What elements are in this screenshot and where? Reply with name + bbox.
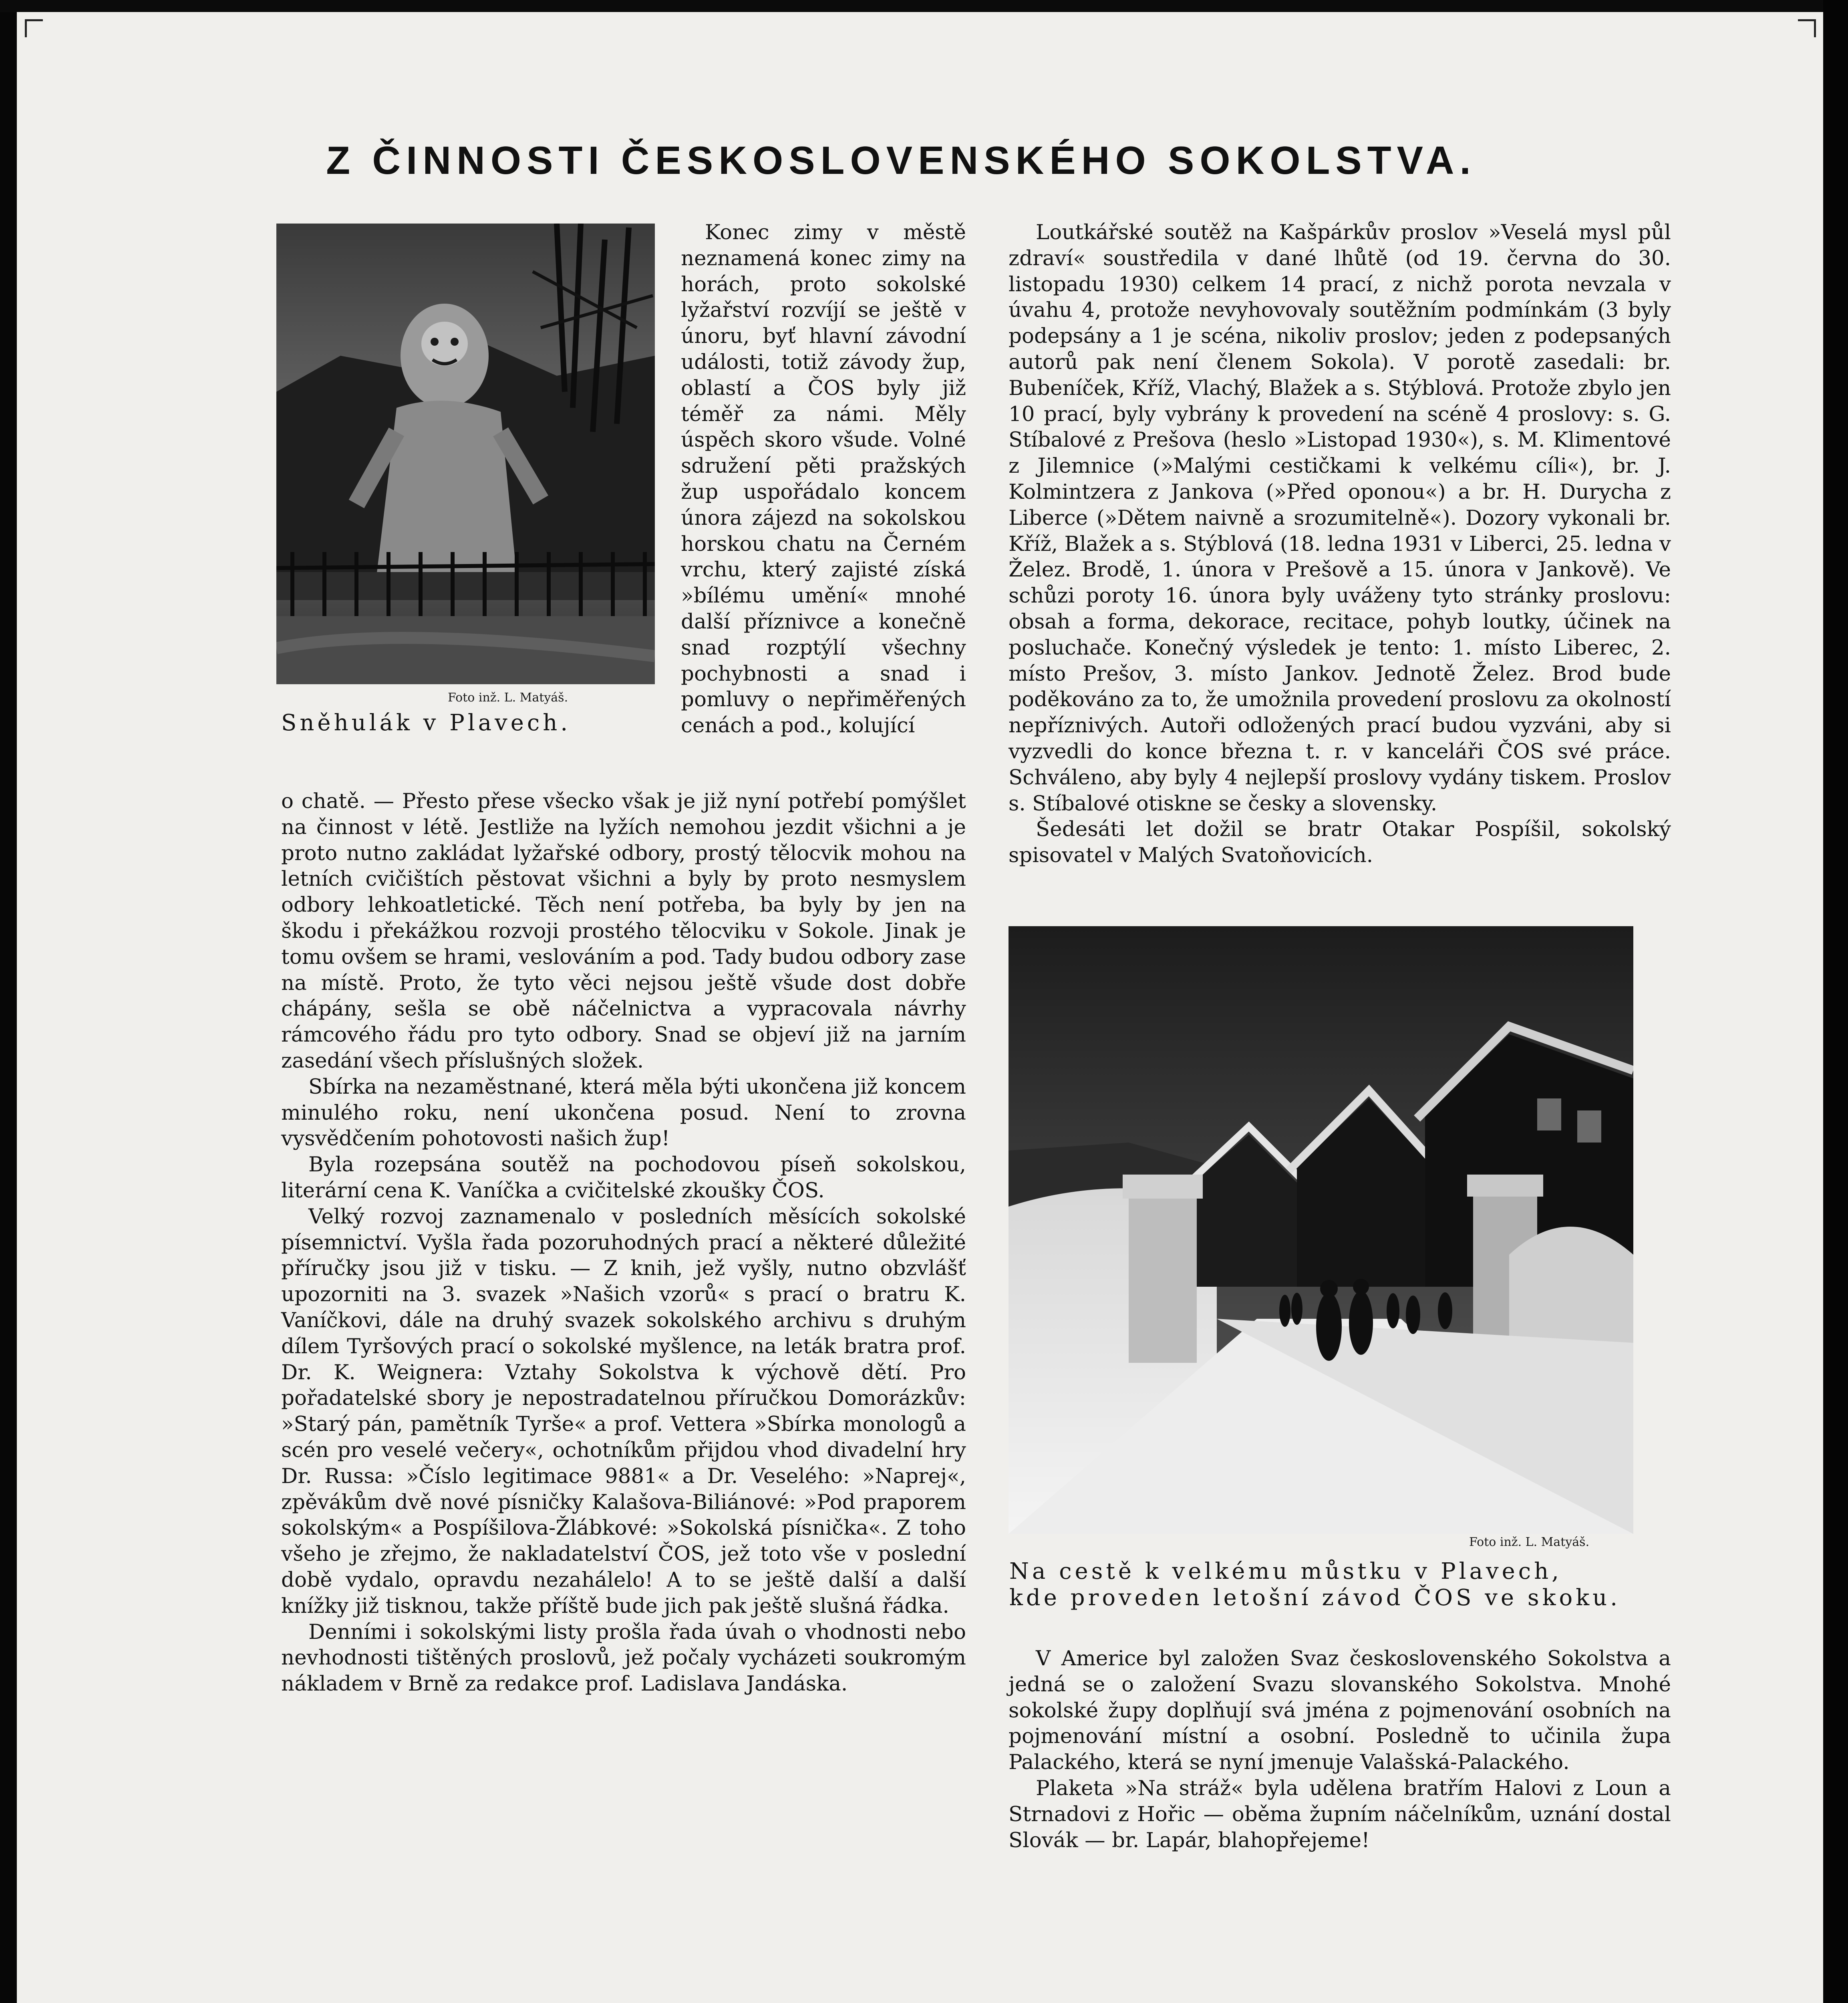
crop-mark (1798, 19, 1816, 37)
paragraph: Šedesáti let dožil se bratr Otakar Pospíšil, sokolský spisovatel v Malých Svatoňovicích. (1009, 817, 1671, 868)
paragraph: Byla rozepsána soutěž na pochodovou píseň sokolskou, literární cena K. Vaníčka a cvičitelské zkoušky ČOS. (281, 1153, 966, 1203)
paragraph: Plaketa »Na stráž« byla udělena bratřím Halovi z Loun a Strnadovi z Hořic — oběma župním náčelníkům, uznání dostal Slovák — br. Lapár, blahopřejeme! (1009, 1776, 1671, 1852)
article-text-right-bottom (1009, 1646, 1671, 1853)
scan-edge-top (0, 0, 1848, 12)
page-title: Z ČINNOSTI ČESKOSLOVENSKÉHO SOKOLSTVA. (326, 138, 1476, 182)
paragraph: Velký rozvoj zaznamenalo v posledních měsících sokolské písemnictví. Vyšla řada pozoruhodných prací a některé důležité příručky jsou již v tisku. — Z knih, jež vyšly, nutno obzvlášť upozorniti na 3. svazek »Našich vzorů« s prací o bratru K. Vaníčkovi, dále na druhý svazek sokolského archivu s druhým dílem Tyršových prací o sokolské myšlence, na leták bratra prof. Dr. K. Weignera: Vztahy Sokolstva k výchově dětí. Pro pořadatelské sbory je nepostradatelnou příručkou Domorázkův: »Starý pán, pamětník Tyrše« a prof. Vettera »Sbírka monologů a scén pro veselé večery«, ochotníkům přijdou vhod divadelní hry Dr. Russa: »Číslo legitimace 9881« a Dr. Veselého: »Naprej«, zpěvákům dvě nové písničky Kalašova-Biliánové: »Pod praporem sokolským« a Pospíšilova-Žlábkové: »Sokolská písnička«. Z toho všeho je zřejmo, že nakladatelství ČOS, jež toto vše v poslední době vydalo, opravdu nezahálelo! A to se ještě další a další knížky již tisknou, takže příště bude jich pak ještě slušná řádka. (281, 1204, 966, 1618)
snowman-photo (276, 224, 655, 684)
photo-caption: Sněhulák v Plavech. (281, 710, 571, 736)
paragraph: Konec zimy v městě neznamená konec zimy na horách, proto sokolské lyžařství rozvíjí se ještě v únoru, byť hlavní závodní události, totiž závody žup, oblastí a ČOS byly již téměř za námi. Měly úspěch skoro všude. Volné sdružení pěti pražských žup uspořádalo koncem února zájezd na sokolskou horskou chatu na Černém vrchu, který zajisté získá »bílému umění« mnohé další příznivce a konečně snad rozptýlí všechny pochybnosti a snad i pomluvy o nepřiměřených cenách a pod., kolující (681, 220, 966, 738)
photo-caption-line: kde proveden letošní závod ČOS ve skoku. (1009, 1585, 1621, 1611)
crop-mark (25, 19, 43, 37)
snowman-photo-image (276, 224, 655, 684)
paragraph: Sbírka na nezaměstnané, která měla býti ukončena již koncem minulého roku, není ukončena posud. Není to zrovna vysvědčením pohotovosti našich žup! (281, 1074, 966, 1151)
paragraph: Denními i sokolskými listy prošla řada úvah o vhodnosti nebo nevhodnosti tištěných proslovů, jež počaly vycházeti soukromým nákladem v Brně za redakce prof. Ladislava Jandáska. (281, 1620, 966, 1696)
street-scene-photo-image (1009, 926, 1633, 1534)
photo-credit: Foto inž. L. Matyáš. (448, 691, 568, 705)
article-text-left (281, 788, 966, 1697)
paragraph: V Americe byl založen Svaz československého Sokolstva a jedná se o založení Svazu slovanského Sokolstva. Mnohé sokolské župy doplňují svá jména z pojmenování osobních na pojmenování místní a osobní. Posledně to učinila župa Palackého, která se nyní jmenuje Valašská-Palackého. (1009, 1646, 1671, 1775)
paragraph: o chatě. — Přesto přese všecko však je již nyní potřebí pomýšlet na činnost v létě. Jestliže na lyžích nemohou jezdit všichni a je proto nutno zakládat lyžařské odbory, prostý tělocvik mohou na letních cvičištích pěstovat všichni a byly by proto nesmyslem odbory lehkoatletické. Těch není potřeba, ba byly by jen na škodu i překážkou rozvoji prostého tělocviku v Sokole. Jinak je tomu ovšem se hrami, veslováním a pod. Tady budou odbory zase na místě. Proto, že tyto věci nejsou ještě všude dost dobře chápány, sešla se obě náčelnictva a vypracovala návrhy rámcového řádu pro tyto odbory. Snad se objeví již na jarním zasedání všech příslušných složek. (281, 789, 966, 1073)
article-text-inset (681, 220, 966, 739)
paragraph: Loutkářské soutěž na Kašpárkův proslov »Veselá mysl půl zdraví« soustředila v dané lhůtě (od 19. června do 30. listopadu 1930) celkem 14 prací, z nichž porota nevzala v úvahu 4, protože nevyhovovaly soutěžním podmínkám (3 byly podepsány a 1 je scéna, nikoliv proslov; jeden z podepsaných autorů pak není členem Sokola). V porotě zasedali: br. Bubeníček, Kříž, Vlachý, Blažek a s. Stýblová. Protože zbylo jen 10 prací, byly vybrány k provedení na scéně 4 proslovy: s. G. Stíbalové z Prešova (heslo »Listopad 1930«), s. M. Klimentové z Jilemnice (»Malými cestičkami k velkému cíli«), br. J. Kolmintzera z Jankova (»Před oponou«) a br. H. Durycha z Liberce (»Dětem naivně a srozumitelně«). Dozory vykonali br. Kříž, Blažek a s. Stýblová (18. ledna 1931 v Liberci, 25. ledna v Želez. Brodě, 1. února v Prešově a 15. února v Jankově). Ve schůzi poroty 16. února byly uváženy tyto stránky proslovu: obsah a forma, dekorace, recitace, pohyb loutky, účinek na posluchače. Konečný výsledek je tento: 1. místo Liberec, 2. místo Prešov, 3. místo Jankov. Jednotě Želez. Brod bude poděkováno za to, že umožnila provedení proslovu za okolností nepříznivých. Autoři odložených prací budou vyzváni, aby si vyzvedli do konce března t. r. v kanceláři ČOS své práce. Schváleno, aby byly 4 nejlepší proslovy vydány tiskem. Proslov s. Stíbalové otiskne se česky a slovensky. (1009, 220, 1671, 816)
photo-caption (1009, 1558, 1621, 1611)
street-scene-photo (1009, 926, 1633, 1534)
article-text-right-top (1009, 220, 1671, 869)
photo-caption-line: Na cestě k velkému můstku v Plavech, (1009, 1558, 1562, 1584)
photo-credit: Foto inž. L. Matyáš. (1469, 1535, 1590, 1549)
